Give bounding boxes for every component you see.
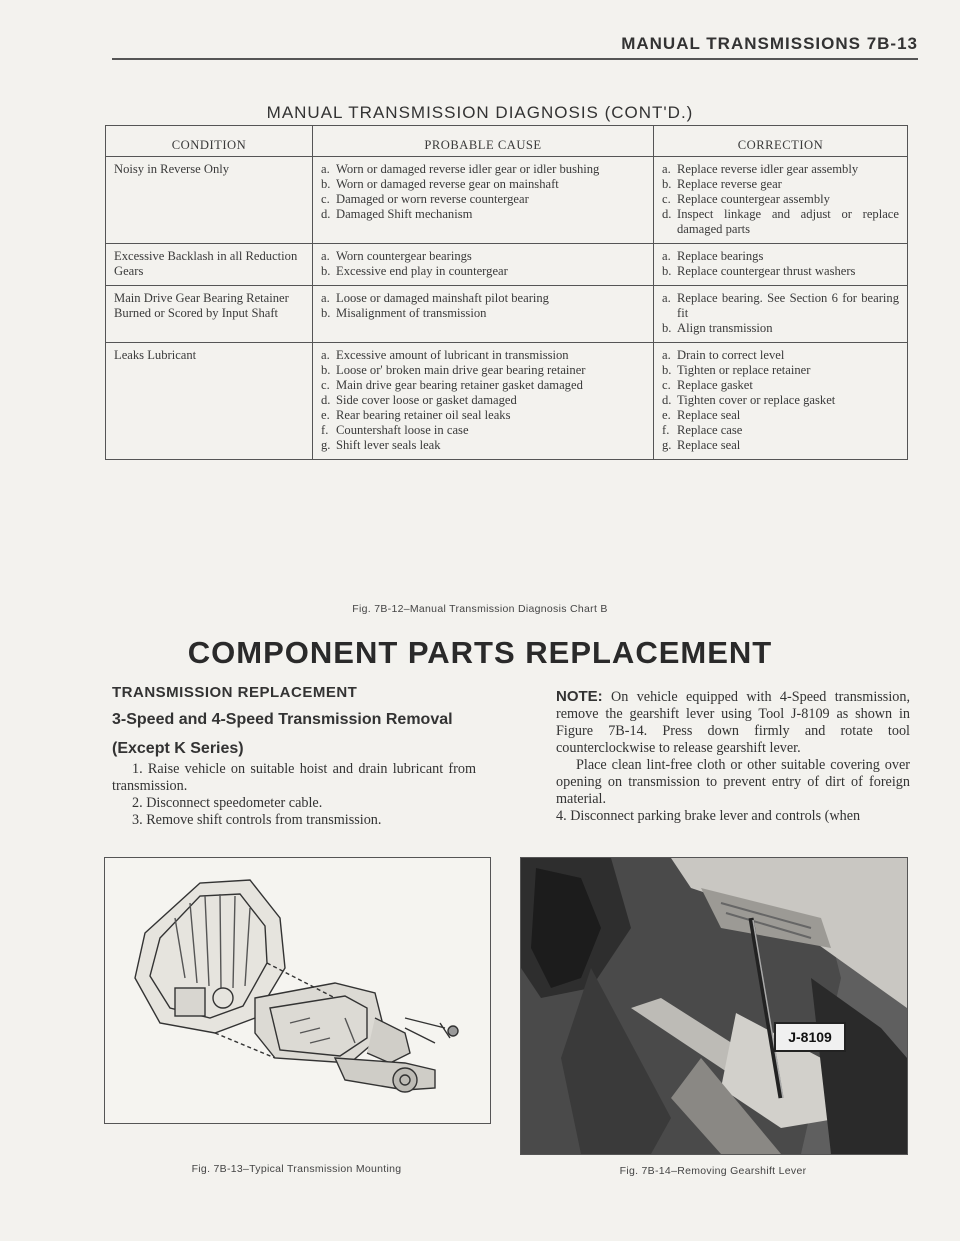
correction-item [662, 207, 899, 237]
item-letter: b. [321, 177, 331, 191]
correction-item [662, 348, 899, 363]
item-letter: b. [662, 177, 672, 191]
item-letter: a. [321, 162, 330, 176]
header-rule [112, 58, 918, 60]
item-letter: b. [662, 264, 672, 278]
item-letter: d. [662, 207, 672, 221]
item-letter: a. [662, 291, 671, 305]
item-letter: f. [662, 423, 670, 437]
cause-item [321, 249, 645, 264]
correction-item [662, 177, 899, 192]
cause-cell [313, 343, 654, 460]
cause-item [321, 408, 645, 423]
left-column [112, 684, 476, 829]
cause-cell [313, 244, 654, 286]
item-text: Replace gasket [677, 378, 753, 392]
cause-item [321, 348, 645, 363]
item-text: Loose or' broken main drive gear bearing retainer [336, 363, 586, 377]
item-letter: b. [662, 363, 672, 377]
item-text: Replace bearing. See Section 6 for bearing fit [677, 291, 899, 320]
fig-14-photo [520, 857, 908, 1155]
cause-item [321, 177, 645, 192]
item-text: Worn or damaged reverse idler gear or idler bushing [336, 162, 600, 176]
condition-cell: Noisy in Reverse Only [106, 157, 313, 244]
item-text: Inspect linkage and adjust or replace damaged parts [677, 207, 899, 236]
item-text: Replace bearings [677, 249, 764, 263]
note-label: NOTE: [556, 688, 603, 705]
item-letter: a. [662, 249, 671, 263]
right-column [556, 688, 910, 825]
step-1: 1. Raise vehicle on suitable hoist and drain lubricant from transmission. [112, 761, 476, 794]
header-correction: CORRECTION [654, 126, 908, 157]
heading-transmission-replacement: TRANSMISSION REPLACEMENT [112, 684, 358, 701]
correction-cell [654, 157, 908, 244]
item-text: Replace seal [677, 438, 741, 452]
note-paragraph [556, 688, 910, 757]
transmission-drawing [105, 858, 490, 1123]
correction-item [662, 378, 899, 393]
item-text: Excessive amount of lubricant in transmission [336, 348, 569, 362]
item-text: Drain to correct level [677, 348, 785, 362]
correction-cell [654, 286, 908, 343]
item-text: Excessive end play in countergear [336, 264, 508, 278]
item-letter: b. [662, 321, 672, 335]
correction-item [662, 162, 899, 177]
cause-item [321, 291, 645, 306]
item-text: Misalignment of transmission [336, 306, 487, 320]
diagnosis-table [105, 125, 908, 460]
correction-item [662, 249, 899, 264]
item-letter: a. [321, 348, 330, 362]
item-letter: f. [321, 423, 329, 437]
item-text: Replace seal [677, 408, 741, 422]
covering-paragraph: Place clean lint-free cloth or other suitable covering over opening on transmission to prevent entry of dirt of foreign material. [556, 757, 910, 807]
item-letter: c. [321, 192, 330, 206]
cause-item [321, 207, 645, 222]
item-letter: e. [662, 408, 671, 422]
correction-item [662, 321, 899, 336]
cause-item [321, 378, 645, 393]
table-title: MANUAL TRANSMISSION DIAGNOSIS (CONT'D.) [266, 103, 694, 122]
correction-cell [654, 244, 908, 286]
item-text: Shift lever seals leak [336, 438, 441, 452]
correction-item [662, 438, 899, 453]
tool-label: J-8109 [774, 1022, 846, 1052]
cause-cell [313, 286, 654, 343]
fig-13-caption: Fig. 7B-13–Typical Transmission Mounting [191, 1163, 402, 1175]
fig-13-illustration [104, 857, 491, 1124]
gearshift-photo [521, 858, 907, 1154]
running-header: MANUAL TRANSMISSIONS 7B-13 [621, 34, 918, 53]
item-letter: d. [321, 207, 331, 221]
step-4: 4. Disconnect parking brake lever and controls (when [556, 808, 861, 824]
condition-cell: Leaks Lubricant [106, 343, 313, 460]
correction-cell [654, 343, 908, 460]
item-text: Worn countergear bearings [336, 249, 472, 263]
cause-item [321, 306, 645, 321]
item-letter: d. [321, 393, 331, 407]
item-letter: c. [662, 378, 671, 392]
table-row [106, 343, 908, 460]
note-text: On vehicle equipped with 4-Speed transmission, remove the gearshift lever using Tool J-8109 as shown in Figure 7B-14. Press down firmly and rotate tool counterclockwise to release gearshift lever. [556, 689, 911, 756]
correction-item [662, 393, 899, 408]
correction-item [662, 192, 899, 207]
table-row [106, 157, 908, 244]
condition-cell: Main Drive Gear Bearing Retainer Burned or Scored by Input Shaft [106, 286, 313, 343]
item-text: Main drive gear bearing retainer gasket damaged [336, 378, 583, 392]
condition-cell: Excessive Backlash in all Reduction Gears [106, 244, 313, 286]
heading-removal: 3-Speed and 4-Speed Transmission Removal [112, 711, 453, 728]
item-text: Tighten or replace retainer [677, 363, 811, 377]
item-letter: e. [321, 408, 330, 422]
table-row [106, 244, 908, 286]
item-letter: a. [321, 291, 330, 305]
item-text: Replace reverse gear [677, 177, 782, 191]
table-row [106, 286, 908, 343]
cause-item [321, 363, 645, 378]
item-letter: b. [321, 306, 331, 320]
item-letter: g. [662, 438, 672, 452]
item-text: Replace reverse idler gear assembly [677, 162, 859, 176]
correction-item [662, 408, 899, 423]
correction-item [662, 291, 899, 321]
item-text: Replace countergear assembly [677, 192, 830, 206]
section-title: COMPONENT PARTS REPLACEMENT [187, 635, 773, 670]
cause-item [321, 393, 645, 408]
item-letter: b. [321, 363, 331, 377]
header-probable-cause: PROBABLE CAUSE [313, 126, 654, 157]
item-text: Worn or damaged reverse gear on mainshaft [336, 177, 559, 191]
item-text: Damaged Shift mechanism [336, 207, 473, 221]
correction-item [662, 423, 899, 438]
cause-cell [313, 157, 654, 244]
cause-item [321, 264, 645, 279]
header-condition: CONDITION [106, 126, 313, 157]
item-text: Rear bearing retainer oil seal leaks [336, 408, 511, 422]
cause-item [321, 438, 645, 453]
item-letter: a. [662, 348, 671, 362]
item-letter: a. [321, 249, 330, 263]
item-letter: d. [662, 393, 672, 407]
table-header-row [106, 126, 908, 157]
step-2: 2. Disconnect speedometer cable. [132, 795, 323, 811]
item-letter: c. [662, 192, 671, 206]
item-text: Tighten cover or replace gasket [677, 393, 836, 407]
item-letter: b. [321, 264, 331, 278]
item-text: Replace case [677, 423, 743, 437]
item-text: Loose or damaged mainshaft pilot bearing [336, 291, 549, 305]
item-letter: g. [321, 438, 331, 452]
cause-item [321, 162, 645, 177]
item-text: Damaged or worn reverse countergear [336, 192, 529, 206]
fig-14-caption: Fig. 7B-14–Removing Gearshift Lever [619, 1165, 807, 1177]
item-text: Countershaft loose in case [336, 423, 469, 437]
cause-item [321, 192, 645, 207]
item-text: Side cover loose or gasket damaged [336, 393, 517, 407]
heading-except-k: (Except K Series) [112, 740, 244, 757]
item-letter: a. [662, 162, 671, 176]
item-text: Replace countergear thrust washers [677, 264, 856, 278]
correction-item [662, 363, 899, 378]
correction-item [662, 264, 899, 279]
fig-12-caption: Fig. 7B-12–Manual Transmission Diagnosis Chart B [352, 603, 608, 615]
item-letter: c. [321, 378, 330, 392]
item-text: Align transmission [677, 321, 773, 335]
cause-item [321, 423, 645, 438]
step-3: 3. Remove shift controls from transmission. [132, 812, 382, 828]
